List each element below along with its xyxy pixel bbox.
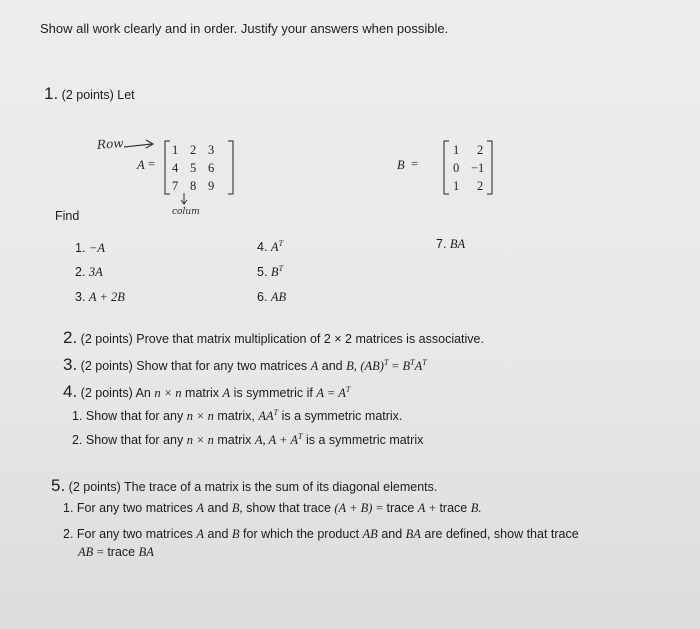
matrix-a-cell: 3 (208, 143, 215, 157)
q4-points: (2 points) (80, 386, 133, 400)
find-item-3 (75, 290, 125, 305)
matrix-b-cell: 1 (453, 179, 460, 193)
q4-math: A = A (316, 386, 346, 400)
q5-sub2-number: 2. (63, 527, 74, 541)
q5-sub2-equals: = (96, 545, 104, 559)
q5-sub2-text: For any two matrices (76, 527, 193, 541)
q5-sub1-text: trace (439, 501, 468, 515)
q5-sub2-line2 (78, 545, 154, 560)
q4-sub1-math: AA (258, 409, 274, 423)
q5-sub1-text: and (207, 501, 229, 515)
q5-sub2-math: BA (405, 527, 421, 541)
q3-statement: Show that for any two matrices (136, 359, 308, 373)
item-expression: AB (270, 290, 287, 304)
matrix-a-cell: 5 (190, 161, 197, 175)
q5-sub2-math: AB (78, 545, 94, 559)
find-item-7 (436, 237, 465, 252)
q5-sub2-math: A (196, 527, 205, 541)
q4-text (63, 382, 350, 402)
find-item-1 (75, 241, 105, 256)
q2-text (63, 328, 484, 348)
matrix-a-cell: 4 (172, 161, 179, 175)
q4-text-part: matrix (185, 386, 220, 400)
q4-sub1-math: n × n (186, 409, 214, 423)
q3-superscript: T (410, 357, 415, 367)
q5-sub1-number: 1. (63, 501, 74, 515)
q5-sub1-equals: = (375, 501, 383, 515)
find-item-5 (257, 265, 283, 280)
q4-sub1-text: is a symmetric matrix. (281, 409, 403, 423)
q5-sub2-math: BA (138, 545, 154, 559)
q4-text-part: is symmetric if (233, 386, 313, 400)
matrix-a-cell: 2 (190, 143, 197, 157)
q5-sub1-text: trace (386, 501, 415, 515)
q2-number: 2. (63, 328, 78, 347)
q3-equals: = (391, 359, 399, 373)
q4-sub2-math: n × n (186, 433, 214, 447)
q1-heading (44, 84, 135, 104)
matrix-b-cell: 2 (477, 143, 484, 157)
item-number: 5. (257, 265, 268, 279)
item-number: 3. (75, 290, 86, 304)
q1-points: (2 points) (61, 88, 114, 102)
q5-sub1-text: show that trace (246, 501, 331, 515)
q5-sub1-math: A (196, 501, 205, 515)
handwritten-row-note: Row (96, 136, 124, 152)
item-expression: −A (88, 241, 105, 255)
matrix-b-cell: 1 (453, 143, 460, 157)
matrix-b-cell: 0 (453, 161, 460, 175)
item-expression: A + 2B (88, 290, 125, 304)
item-number: 4. (257, 240, 268, 254)
item-number: 1. (75, 241, 86, 255)
item-expression: BA (449, 237, 466, 251)
find-item-2 (75, 265, 103, 280)
q5-sub1-math: B, (231, 501, 243, 515)
q5-sub2-text: and (381, 527, 403, 541)
q3-points: (2 points) (80, 359, 133, 373)
q3-math: A (414, 359, 423, 373)
item-number: 6. (257, 290, 268, 304)
q5-sub2-line1 (63, 527, 579, 542)
q4-sub2-text: matrix (217, 433, 252, 447)
q4-sub2-text: Show that for any (85, 433, 184, 447)
q2-points: (2 points) (80, 332, 133, 346)
find-item-4 (257, 240, 283, 255)
matrix-b-cell: 2 (477, 179, 484, 193)
q4-sub1-text: Show that for any (85, 409, 184, 423)
q4-sub2-superscript: T (298, 431, 303, 441)
q3-number: 3. (63, 355, 78, 374)
q5-points: (2 points) (68, 480, 121, 494)
q1-lead: Let (117, 88, 135, 102)
item-expression: A (270, 240, 279, 254)
q4-text-part: An (135, 386, 151, 400)
matrix-a-cell: 7 (172, 179, 179, 193)
instructions-text: Show all work clearly and in order. Justify your answers when possible. (40, 21, 449, 36)
find-item-6 (257, 290, 286, 305)
q4-sub2 (72, 433, 423, 448)
q4-math: n × n (154, 386, 182, 400)
handwritten-arrow-icon (122, 138, 162, 152)
q5-sub1-text: For any two matrices (76, 501, 193, 515)
matrix-b-name: B (397, 158, 405, 172)
matrix-b-cell: −1 (471, 161, 485, 175)
q5-sub2-text: are defined, show that trace (424, 527, 579, 541)
handwritten-column-note: colum (172, 207, 200, 217)
matrix-a-cell: 9 (208, 179, 215, 193)
q3-math: B, (346, 359, 357, 373)
item-number: 2. (75, 265, 86, 279)
q3-math: A (310, 359, 319, 373)
q4-sub1-text: matrix, (217, 409, 255, 423)
q4-math: A (222, 386, 231, 400)
worksheet-page: Show all work clearly and in order. Justify your answers when possible. 1. (2 points) Let Row colum A = 1 2 3 4 5 6 7 8 9 B = 1 2 0 −1 1 2 Find 1. −A 2. 3A 3. A + 2B 4. $A^T$ 5. $B^T$ 6. AB 7. BA 2. (2 points) Prove that matrix multiplication of 2 × 2 matrices is associative. 3. (2 points) Show that for any two matrices A and B, $(AB)^T = B^TA^T$ 4. (2 points) An n × n matrix A is symmetric if $A = A^T$ 1. Show that for any n × n matrix, $AA^T$ is a symmetric matrix. 2. Show that for any n × n matrix A, $A + A^T$ is a symmetric matrix 5. (2 points) The trace of a matrix is the sum of its diagonal elements. 1. For any two matrices A and B, show that trace (A + B) = trace A + trace B. 2. For any two matrices A and B for which the product AB and BA are defined, show that trace AB = trace BA (0, 0, 700, 629)
q5-sub1-math: B. (470, 501, 482, 515)
q4-number: 4. (63, 382, 78, 401)
q5-text (51, 476, 437, 496)
q5-sub1-math: (A + B) (334, 501, 373, 515)
q5-sub1-math: A (417, 501, 426, 515)
q3-math: (AB) (360, 359, 384, 373)
matrix-a-cell: 8 (190, 179, 197, 193)
q5-sub2-text: for which the product (243, 527, 360, 541)
q5-number: 5. (51, 476, 66, 495)
q4-sub2-number: 2. (72, 433, 83, 447)
item-number: 7. (436, 237, 447, 251)
q5-sub1 (63, 501, 481, 516)
q4-sub2-math: A, A + A (254, 433, 299, 447)
q2-statement: Prove that matrix multiplication of 2 × 2 matrices is associative. (136, 332, 484, 346)
item-expression: B (270, 265, 279, 279)
item-superscript: T (278, 263, 284, 273)
q5-sub2-math: AB (362, 527, 378, 541)
q4-sub1-number: 1. (72, 409, 83, 423)
q4-superscript: T (345, 384, 351, 394)
item-expression: 3A (88, 265, 103, 279)
q3-and: and (321, 359, 343, 373)
q5-statement: The trace of a matrix is the sum of its diagonal elements. (124, 480, 438, 494)
item-superscript: T (278, 238, 284, 248)
q5-sub2-math: B (231, 527, 240, 541)
q4-sub1-superscript: T (273, 407, 279, 417)
matrix-a-name: A (137, 158, 145, 172)
q5-sub2-text: trace (107, 545, 136, 559)
q5-sub2-text: and (207, 527, 229, 541)
matrix-a-cell: 1 (172, 143, 179, 157)
q3-math: B (402, 359, 411, 373)
q1-number: 1. (44, 84, 59, 103)
q3-text (63, 355, 427, 375)
find-label: Find (55, 209, 80, 223)
q3-superscript: T (383, 357, 389, 367)
q4-sub1 (72, 409, 402, 424)
q4-sub2-text: is a symmetric matrix (305, 433, 424, 447)
matrix-a-cell: 6 (208, 161, 215, 175)
q5-sub1-plus: + (428, 501, 436, 515)
q3-superscript: T (422, 357, 427, 367)
